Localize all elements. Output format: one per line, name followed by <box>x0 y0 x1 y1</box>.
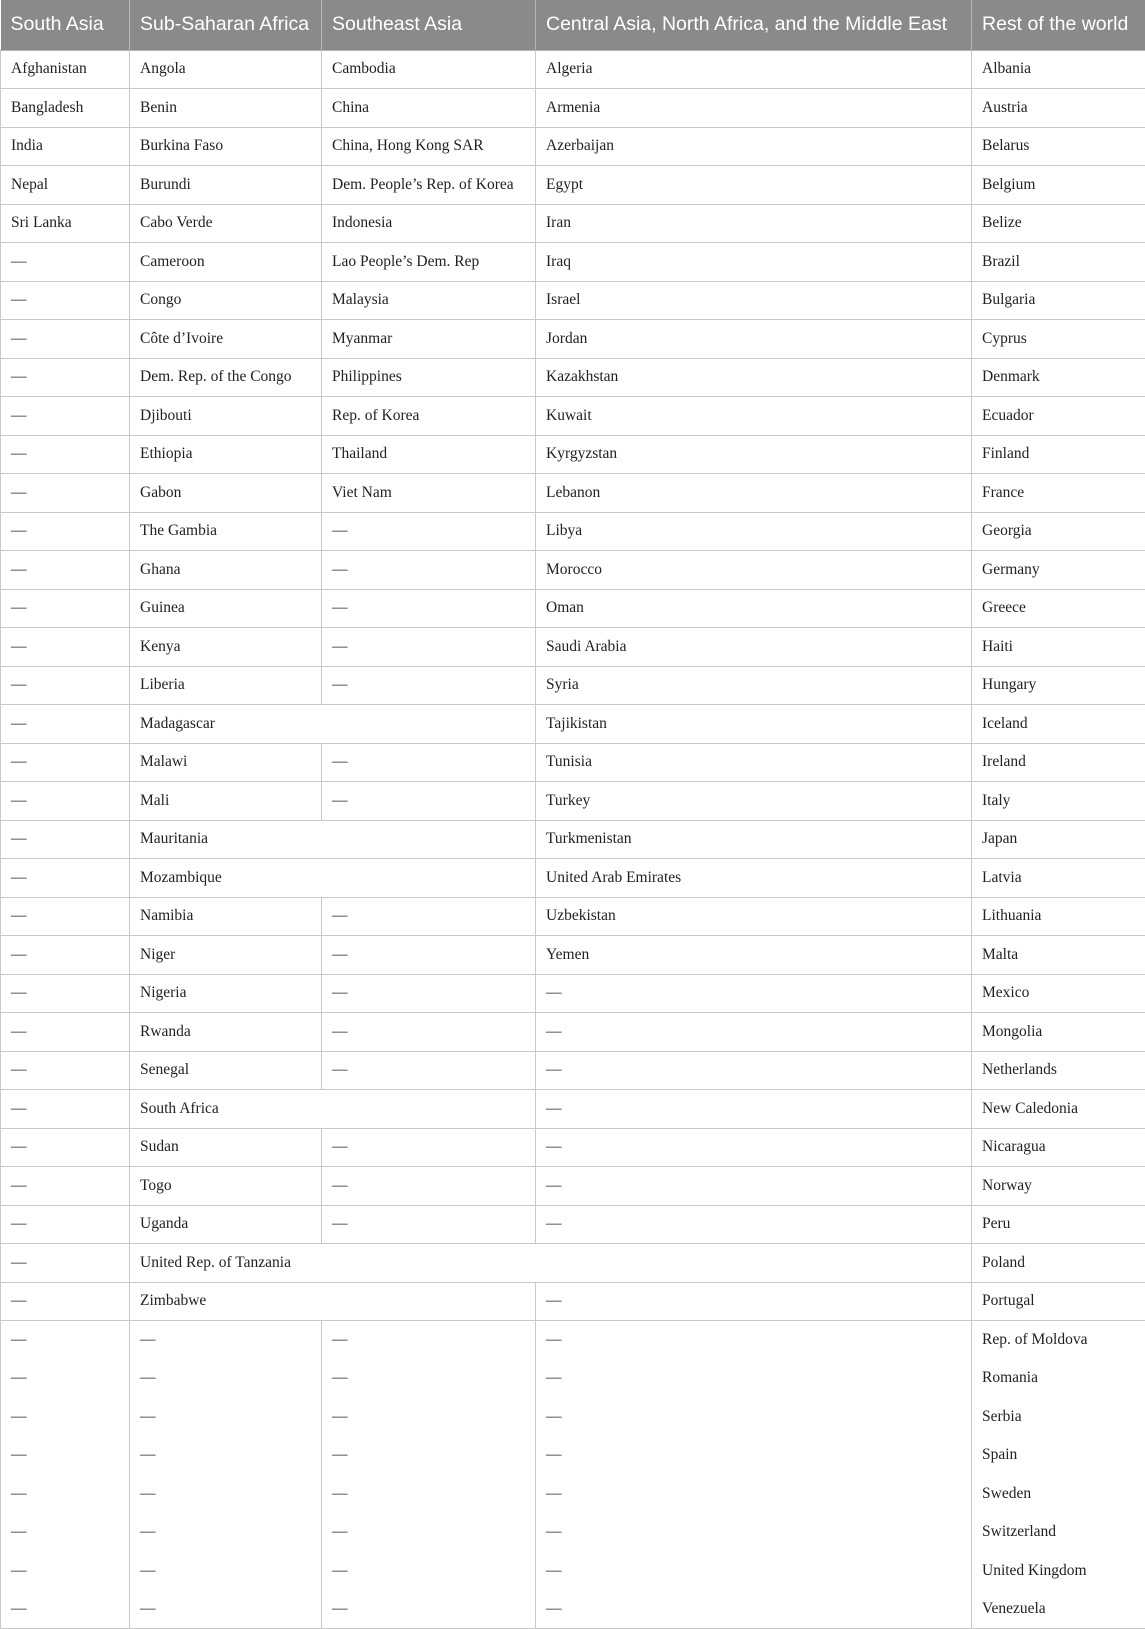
table-cell: Libya <box>536 512 972 551</box>
table-cell: — <box>1 435 130 474</box>
table-row <box>1 1552 1145 1591</box>
table-row <box>1 859 1145 898</box>
table-row <box>1 897 1145 936</box>
table-cell: Malaysia <box>322 281 536 320</box>
table-cell: Greece <box>972 589 1145 628</box>
table-cell: — <box>1 1244 130 1283</box>
table-cell: Dem. People’s Rep. of Korea <box>322 166 536 205</box>
table-cell: Liberia <box>130 666 322 705</box>
table-cell: Austria <box>972 89 1145 128</box>
table-cell: Cabo Verde <box>130 204 322 243</box>
table-row <box>1 1051 1145 1090</box>
table-cell: — <box>322 1205 536 1244</box>
table-cell: — <box>1 358 130 397</box>
table-cell: Niger <box>130 936 322 975</box>
table-cell: Ireland <box>972 743 1145 782</box>
table-cell: Denmark <box>972 358 1145 397</box>
table-cell: Rep. of Korea <box>322 397 536 436</box>
table-row <box>1 1590 1145 1629</box>
table-cell: Bangladesh <box>1 89 130 128</box>
table-cell: — <box>322 1475 536 1514</box>
table-cell: — <box>1 281 130 320</box>
table-cell: Hungary <box>972 666 1145 705</box>
table-cell: Uzbekistan <box>536 897 972 936</box>
table-cell: United Kingdom <box>972 1552 1145 1591</box>
table-cell: Nepal <box>1 166 130 205</box>
table-cell: — <box>536 1552 972 1591</box>
table-cell: Kyrgyzstan <box>536 435 972 474</box>
table-cell: Syria <box>536 666 972 705</box>
table-cell: — <box>1 782 130 821</box>
table-cell: Serbia <box>972 1398 1145 1437</box>
table-cell: — <box>322 1359 536 1398</box>
table-cell: — <box>130 1436 322 1475</box>
table-row <box>1 782 1145 821</box>
table-cell: Thailand <box>322 435 536 474</box>
table-cell: — <box>1 320 130 359</box>
table-row <box>1 358 1145 397</box>
table-cell: Malawi <box>130 743 322 782</box>
table-cell: Ecuador <box>972 397 1145 436</box>
table-cell: Jordan <box>536 320 972 359</box>
table-cell: Saudi Arabia <box>536 628 972 667</box>
column-header-central-asia-north-africa-middle-east: Central Asia, North Africa, and the Middle East <box>536 0 972 50</box>
table-row <box>1 1013 1145 1052</box>
table-cell: — <box>322 782 536 821</box>
table-cell: Burkina Faso <box>130 127 322 166</box>
table-cell: — <box>536 1090 972 1129</box>
table-cell: — <box>1 936 130 975</box>
table-cell: — <box>130 1513 322 1552</box>
table-cell: Belarus <box>972 127 1145 166</box>
table-cell: Japan <box>972 820 1145 859</box>
table-cell: Congo <box>130 281 322 320</box>
table-row <box>1 320 1145 359</box>
table-cell: Algeria <box>536 50 972 89</box>
column-header-southeast-asia: Southeast Asia <box>322 0 536 50</box>
table-row <box>1 1398 1145 1437</box>
table-cell: Georgia <box>972 512 1145 551</box>
table-row <box>1 50 1145 89</box>
table-cell: Myanmar <box>322 320 536 359</box>
table-cell: — <box>322 1398 536 1437</box>
table-cell: — <box>1 1321 130 1360</box>
table-row <box>1 1359 1145 1398</box>
table-cell: Ghana <box>130 551 322 590</box>
table-row <box>1 1090 1145 1129</box>
table-cell: Norway <box>972 1167 1145 1206</box>
table-cell: Malta <box>972 936 1145 975</box>
table-cell: — <box>130 1590 322 1629</box>
table-cell: Belgium <box>972 166 1145 205</box>
table-cell: Cameroon <box>130 243 322 282</box>
table-cell: — <box>322 1167 536 1206</box>
table-cell: — <box>1 474 130 513</box>
table-cell: Lithuania <box>972 897 1145 936</box>
table-cell: Tajikistan <box>536 705 972 744</box>
table-cell: — <box>322 1051 536 1090</box>
table-cell: Lebanon <box>536 474 972 513</box>
table-cell: — <box>1 243 130 282</box>
table-cell: Switzerland <box>972 1513 1145 1552</box>
table-cell: — <box>322 512 536 551</box>
table-row <box>1 974 1145 1013</box>
table-cell: — <box>1 1167 130 1206</box>
table-cell: Guinea <box>130 589 322 628</box>
table-cell: — <box>322 936 536 975</box>
table-cell: Viet Nam <box>322 474 536 513</box>
table-cell: Azerbaijan <box>536 127 972 166</box>
table-cell: — <box>322 1321 536 1360</box>
table-cell: — <box>536 1282 972 1321</box>
table-row <box>1 397 1145 436</box>
table-row <box>1 281 1145 320</box>
table-cell: — <box>322 1590 536 1629</box>
table-cell: — <box>1 820 130 859</box>
table-cell: United Rep. of Tanzania <box>130 1244 972 1283</box>
table-cell: — <box>322 897 536 936</box>
table-row <box>1 1282 1145 1321</box>
table-row <box>1 435 1145 474</box>
table-cell: Cyprus <box>972 320 1145 359</box>
table-row <box>1 89 1145 128</box>
table-cell: Egypt <box>536 166 972 205</box>
table-cell: — <box>536 1013 972 1052</box>
table-cell: Madagascar <box>130 705 536 744</box>
table-cell: Ethiopia <box>130 435 322 474</box>
table-cell: — <box>1 1013 130 1052</box>
table-body <box>1 50 1145 1629</box>
table-cell: Germany <box>972 551 1145 590</box>
table-cell: Sri Lanka <box>1 204 130 243</box>
table-cell: — <box>1 666 130 705</box>
table-cell: China <box>322 89 536 128</box>
table-cell: — <box>1 397 130 436</box>
table-cell: Benin <box>130 89 322 128</box>
table-row <box>1 204 1145 243</box>
table-cell: — <box>1 1436 130 1475</box>
table-cell: Philippines <box>322 358 536 397</box>
table-cell: Turkey <box>536 782 972 821</box>
table-cell: Iran <box>536 204 972 243</box>
table-cell: South Africa <box>130 1090 536 1129</box>
table-cell: Haiti <box>972 628 1145 667</box>
table-cell: Brazil <box>972 243 1145 282</box>
table-cell: China, Hong Kong SAR <box>322 127 536 166</box>
table-cell: Oman <box>536 589 972 628</box>
column-header-sub-saharan-africa: Sub-Saharan Africa <box>130 0 322 50</box>
table-cell: Nigeria <box>130 974 322 1013</box>
table-row <box>1 705 1145 744</box>
table-cell: Zimbabwe <box>130 1282 536 1321</box>
table-cell: — <box>130 1321 322 1360</box>
table-row <box>1 1321 1145 1360</box>
table-row <box>1 628 1145 667</box>
table-cell: Nicaragua <box>972 1128 1145 1167</box>
table-cell: — <box>1 589 130 628</box>
table-cell: — <box>536 1321 972 1360</box>
table-header <box>1 0 1145 50</box>
table-cell: Cambodia <box>322 50 536 89</box>
table-cell: Armenia <box>536 89 972 128</box>
table-row <box>1 166 1145 205</box>
table-cell: — <box>536 1475 972 1514</box>
table-cell: Sweden <box>972 1475 1145 1514</box>
table-cell: Yemen <box>536 936 972 975</box>
table-cell: Belize <box>972 204 1145 243</box>
table-cell: — <box>536 1128 972 1167</box>
table-cell: Djibouti <box>130 397 322 436</box>
table-row <box>1 1475 1145 1514</box>
table-cell: Mongolia <box>972 1013 1145 1052</box>
table-cell: Iceland <box>972 705 1145 744</box>
table-cell: Angola <box>130 50 322 89</box>
table-cell: Italy <box>972 782 1145 821</box>
table-cell: — <box>322 1513 536 1552</box>
table-cell: Côte d’Ivoire <box>130 320 322 359</box>
table-cell: France <box>972 474 1145 513</box>
table-row <box>1 1513 1145 1552</box>
table-row <box>1 1436 1145 1475</box>
table-row <box>1 1244 1145 1283</box>
table-cell: — <box>1 1051 130 1090</box>
table-cell: Sudan <box>130 1128 322 1167</box>
table-cell: Gabon <box>130 474 322 513</box>
table-cell: — <box>130 1552 322 1591</box>
header-row <box>1 0 1145 50</box>
table-row <box>1 127 1145 166</box>
table-cell: Kenya <box>130 628 322 667</box>
table-cell: Dem. Rep. of the Congo <box>130 358 322 397</box>
table-cell: — <box>322 1436 536 1475</box>
table-cell: Indonesia <box>322 204 536 243</box>
table-cell: — <box>1 1513 130 1552</box>
table-cell: — <box>1 1552 130 1591</box>
table-cell: Afghanistan <box>1 50 130 89</box>
table-cell: — <box>322 551 536 590</box>
table-cell: Mexico <box>972 974 1145 1013</box>
column-header-south-asia: South Asia <box>1 0 130 50</box>
table-row <box>1 1128 1145 1167</box>
table-cell: Burundi <box>130 166 322 205</box>
table-cell: Mali <box>130 782 322 821</box>
table-cell: — <box>1 1128 130 1167</box>
table-cell: Netherlands <box>972 1051 1145 1090</box>
table-cell: Poland <box>972 1244 1145 1283</box>
table-cell: Venezuela <box>972 1590 1145 1629</box>
table-row <box>1 589 1145 628</box>
table-cell: Albania <box>972 50 1145 89</box>
table-cell: — <box>1 512 130 551</box>
table-cell: Morocco <box>536 551 972 590</box>
table-cell: — <box>1 1090 130 1129</box>
table-row <box>1 666 1145 705</box>
table-cell: — <box>322 743 536 782</box>
table-cell: United Arab Emirates <box>536 859 972 898</box>
table-cell: Tunisia <box>536 743 972 782</box>
table-cell: Mozambique <box>130 859 536 898</box>
table-cell: — <box>1 1282 130 1321</box>
table-cell: — <box>322 666 536 705</box>
table-cell: Finland <box>972 435 1145 474</box>
table-row <box>1 743 1145 782</box>
table-cell: — <box>536 1359 972 1398</box>
table-cell: — <box>1 628 130 667</box>
table-row <box>1 936 1145 975</box>
table-cell: Kazakhstan <box>536 358 972 397</box>
table-cell: — <box>130 1359 322 1398</box>
table-cell: Peru <box>972 1205 1145 1244</box>
table-cell: The Gambia <box>130 512 322 551</box>
table-cell: Latvia <box>972 859 1145 898</box>
table-cell: — <box>536 974 972 1013</box>
table-cell: Senegal <box>130 1051 322 1090</box>
table-cell: — <box>536 1205 972 1244</box>
table-cell: Mauritania <box>130 820 536 859</box>
table-cell: — <box>1 1475 130 1514</box>
table-cell: Kuwait <box>536 397 972 436</box>
table-cell: — <box>130 1475 322 1514</box>
table-row <box>1 512 1145 551</box>
table-cell: — <box>1 897 130 936</box>
table-cell: — <box>1 859 130 898</box>
table-cell: Togo <box>130 1167 322 1206</box>
table-cell: — <box>322 628 536 667</box>
table-row <box>1 551 1145 590</box>
table-row <box>1 243 1145 282</box>
table-cell: — <box>322 974 536 1013</box>
column-header-rest-of-world: Rest of the world <box>972 0 1145 50</box>
table-cell: — <box>536 1167 972 1206</box>
table-cell: — <box>1 705 130 744</box>
table-cell: Namibia <box>130 897 322 936</box>
table-cell: Portugal <box>972 1282 1145 1321</box>
table-cell: Romania <box>972 1359 1145 1398</box>
table-cell: — <box>322 1013 536 1052</box>
table-row <box>1 1167 1145 1206</box>
table-cell: — <box>1 743 130 782</box>
table-cell: Iraq <box>536 243 972 282</box>
table-cell: Rwanda <box>130 1013 322 1052</box>
table-cell: — <box>1 1398 130 1437</box>
table-cell: — <box>1 974 130 1013</box>
table-cell: — <box>1 1205 130 1244</box>
table-cell: — <box>536 1590 972 1629</box>
table-cell: Uganda <box>130 1205 322 1244</box>
table-cell: — <box>322 1128 536 1167</box>
table-cell: — <box>130 1398 322 1437</box>
table-cell: Israel <box>536 281 972 320</box>
table-cell: — <box>536 1513 972 1552</box>
table-cell: — <box>322 1552 536 1591</box>
table-cell: — <box>322 589 536 628</box>
table-cell: — <box>1 1590 130 1629</box>
table-cell: New Caledonia <box>972 1090 1145 1129</box>
table-row <box>1 820 1145 859</box>
table-cell: — <box>536 1398 972 1437</box>
table-cell: — <box>536 1436 972 1475</box>
table-cell: — <box>536 1051 972 1090</box>
table-cell: Lao People’s Dem. Rep <box>322 243 536 282</box>
table-cell: — <box>1 551 130 590</box>
table-cell: Turkmenistan <box>536 820 972 859</box>
table-cell: Rep. of Moldova <box>972 1321 1145 1360</box>
table-row <box>1 1205 1145 1244</box>
table-cell: Bulgaria <box>972 281 1145 320</box>
table-cell: Spain <box>972 1436 1145 1475</box>
table-row <box>1 474 1145 513</box>
table-cell: — <box>1 1359 130 1398</box>
table-cell: India <box>1 127 130 166</box>
